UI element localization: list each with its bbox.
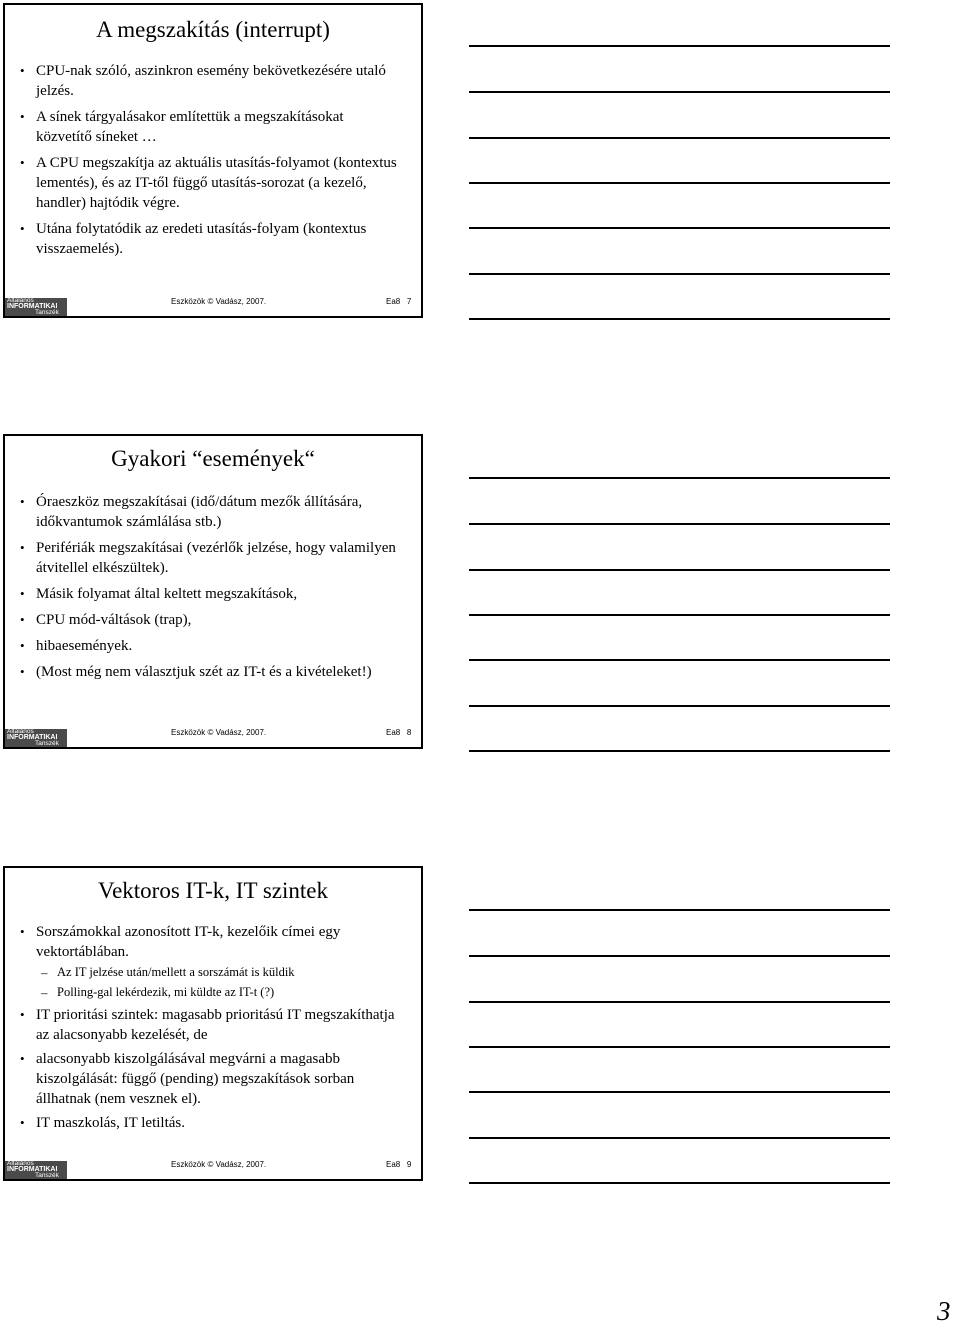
bullet-list xyxy=(19,492,401,688)
department-logo: Általános INFORMATIKAI Tanszék xyxy=(5,298,67,316)
department-logo: Általános INFORMATIKAI Tanszék xyxy=(5,729,67,747)
footer-copyright: Eszközök © Vadász, 2007. xyxy=(171,728,267,737)
note-line xyxy=(469,523,890,525)
footer-slide-number: Ea8 9 xyxy=(386,1160,412,1169)
note-line xyxy=(469,659,890,661)
list-item: • (Most még nem választjuk szét az IT-t és a kivételeket!) xyxy=(19,662,401,682)
list-item: • A sínek tárgyalásakor említettük a megszakításokat közvetítő síneket … xyxy=(19,107,401,147)
note-line xyxy=(469,569,890,571)
note-line xyxy=(469,1001,890,1003)
note-line xyxy=(469,182,890,184)
list-item: • Utána folytatódik az eredeti utasítás-folyam (kontextus visszaemelés). xyxy=(19,219,401,259)
note-line xyxy=(469,318,890,320)
note-line xyxy=(469,705,890,707)
note-line xyxy=(469,137,890,139)
list-item: – Polling-gal lekérdezik, mi küldte az IT-t (?) xyxy=(19,984,401,1001)
footer-slide-number: Ea8 8 xyxy=(386,728,412,737)
slide-9 xyxy=(3,866,423,1181)
note-line xyxy=(469,1137,890,1139)
list-item: • Sorszámokkal azonosított IT-k, kezelőik címei egy vektortáblában. xyxy=(19,922,401,962)
note-line xyxy=(469,909,890,911)
note-line xyxy=(469,750,890,752)
list-item: – Az IT jelzése után/mellett a sorszámát is küldik xyxy=(19,964,401,981)
list-item: • Másik folyamat által keltett megszakítások, xyxy=(19,584,401,604)
note-line xyxy=(469,614,890,616)
note-line xyxy=(469,1046,890,1048)
note-line xyxy=(469,477,890,479)
bullet-list xyxy=(19,61,401,265)
note-line xyxy=(469,1182,890,1184)
list-item: • IT prioritási szintek: magasabb prioritású IT megszakíthatja az alacsonyabb kezelését, de xyxy=(19,1005,401,1045)
list-item: • CPU-nak szóló, aszinkron esemény bekövetkezésére utaló jelzés. xyxy=(19,61,401,101)
list-item: • alacsonyabb kiszolgálásával megvárni a magasabb kiszolgálását: függő (pending) megszakítások sorban állhatnak (nem vesznek el). xyxy=(19,1049,401,1109)
list-item: • hibaesemények. xyxy=(19,636,401,656)
slide-title: Vektoros IT-k, IT szintek xyxy=(98,878,328,903)
slide-title: Gyakori “események“ xyxy=(111,446,315,471)
note-line xyxy=(469,955,890,957)
footer-slide-number: Ea8 7 xyxy=(386,297,412,306)
footer-copyright: Eszközök © Vadász, 2007. xyxy=(171,1160,267,1169)
page-number: 3 xyxy=(937,1296,951,1326)
slide-title: A megszakítás (interrupt) xyxy=(96,17,330,42)
slide-7 xyxy=(3,3,423,318)
footer-copyright: Eszközök © Vadász, 2007. xyxy=(171,297,267,306)
department-logo: Általános INFORMATIKAI Tanszék xyxy=(5,1161,67,1179)
bullet-list xyxy=(19,922,401,1137)
note-line xyxy=(469,45,890,47)
list-item: • Óraeszköz megszakításai (idő/dátum mezők állítására, időkvantumok számlálása stb.) xyxy=(19,492,401,532)
list-item: • Perifériák megszakításai (vezérlők jelzése, hogy valamilyen átvitellel elkészültek). xyxy=(19,538,401,578)
list-item: • IT maszkolás, IT letiltás. xyxy=(19,1113,401,1133)
slide-8 xyxy=(3,434,423,749)
note-line xyxy=(469,91,890,93)
note-line xyxy=(469,1091,890,1093)
list-item: • CPU mód-váltások (trap), xyxy=(19,610,401,630)
note-line xyxy=(469,227,890,229)
list-item: • A CPU megszakítja az aktuális utasítás-folyamot (kontextus lementés), és az IT-től függő utasítás-sorozat (a kezelő, handler) hajtódik végre. xyxy=(19,153,401,213)
note-line xyxy=(469,273,890,275)
